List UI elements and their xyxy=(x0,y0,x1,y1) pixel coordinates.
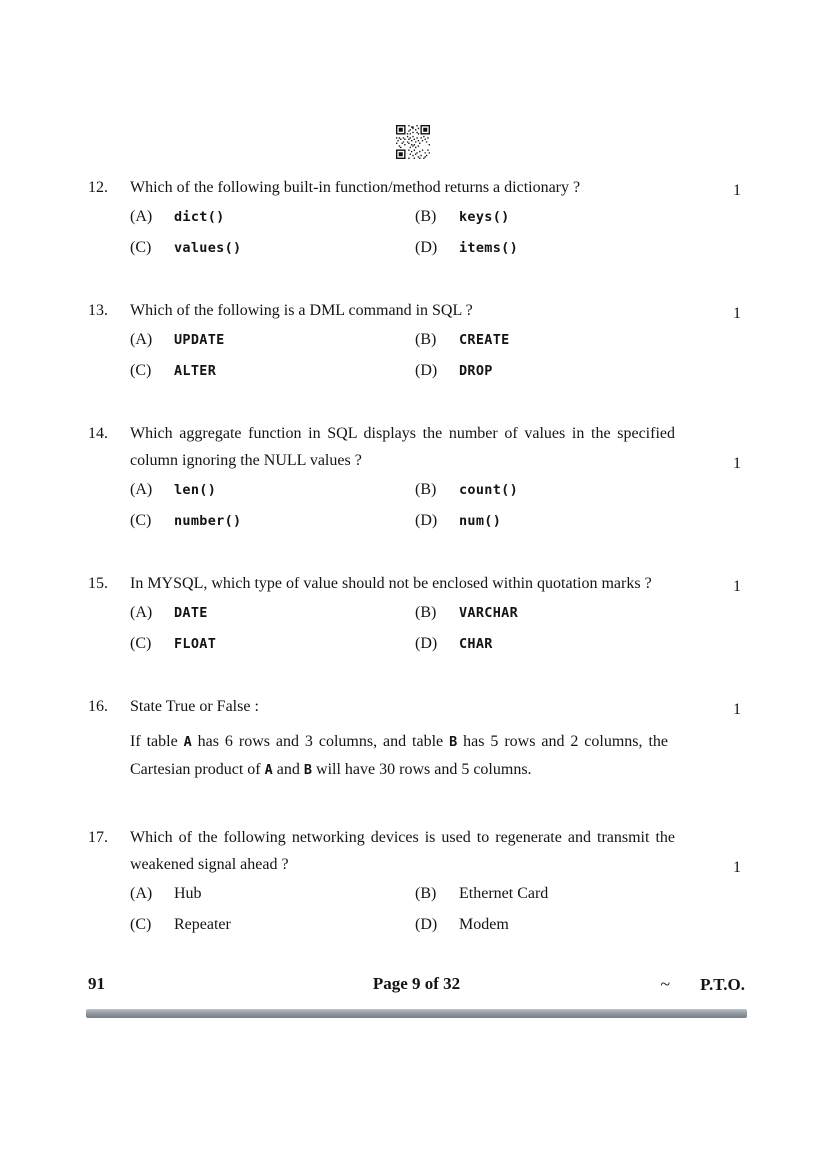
option-label: (C) xyxy=(130,362,152,379)
question-marks: 1 xyxy=(733,305,741,322)
option-text: Ethernet Card xyxy=(459,885,549,902)
option-label: (C) xyxy=(130,916,152,933)
option-label: (A) xyxy=(130,604,153,621)
option-label: (C) xyxy=(130,239,152,256)
option-a xyxy=(130,481,415,499)
question-text: Which of the following built-in function/method returns a dictionary ? xyxy=(130,179,581,196)
option-text: FLOAT xyxy=(174,636,217,652)
option-label: (A) xyxy=(130,208,153,225)
table-b-label: B xyxy=(303,762,313,778)
option-label: (B) xyxy=(415,208,437,225)
option-d xyxy=(415,239,745,257)
option-label: (B) xyxy=(415,481,437,498)
option-c xyxy=(130,362,415,380)
option-text: DROP xyxy=(459,363,493,379)
option-text: items() xyxy=(459,240,518,256)
option-label: (D) xyxy=(415,362,438,379)
option-c xyxy=(130,239,415,257)
qr-code-container xyxy=(80,124,745,164)
option-c xyxy=(130,512,415,530)
question-text: State True or False : xyxy=(130,698,259,715)
page-number: Page 9 of 32 xyxy=(372,974,461,993)
option-text: Modem xyxy=(459,916,509,933)
option-label: (D) xyxy=(415,512,438,529)
table-a-label: A xyxy=(264,762,273,778)
table-b-label: B xyxy=(449,734,458,750)
option-text: DATE xyxy=(174,605,208,621)
options-grid xyxy=(130,604,745,653)
option-a xyxy=(130,604,415,622)
option-label: (A) xyxy=(130,481,153,498)
question-14 xyxy=(88,420,745,530)
option-d xyxy=(415,916,745,934)
question-marks: 1 xyxy=(733,455,741,472)
question-number: 17. xyxy=(88,829,108,846)
option-a xyxy=(130,885,415,903)
qr-code-icon xyxy=(396,124,430,160)
question-number: 14. xyxy=(88,425,108,442)
option-text: dict() xyxy=(174,209,225,225)
page-footer xyxy=(88,974,745,996)
body-text-segment: has 6 rows and 3 columns, and table xyxy=(191,733,450,750)
question-body xyxy=(130,728,668,784)
question-number: 16. xyxy=(88,698,108,715)
tilde-mark: ~ xyxy=(660,974,671,994)
option-d xyxy=(415,362,745,380)
options-grid xyxy=(130,331,745,380)
option-text: CHAR xyxy=(459,636,493,652)
option-text: Hub xyxy=(174,885,202,902)
options-grid xyxy=(130,481,745,530)
option-label: (C) xyxy=(130,512,152,529)
option-label: (B) xyxy=(415,604,437,621)
options-grid xyxy=(130,885,745,934)
option-text: VARCHAR xyxy=(459,605,518,621)
option-a xyxy=(130,208,415,226)
option-label: (B) xyxy=(415,331,437,348)
option-d xyxy=(415,512,745,530)
option-b xyxy=(415,481,745,499)
option-label: (D) xyxy=(415,916,438,933)
body-text-segment: If table xyxy=(130,733,184,750)
bottom-rule xyxy=(86,1009,747,1018)
question-number: 13. xyxy=(88,302,108,319)
option-text: num() xyxy=(459,513,502,529)
body-text-segment: will have 30 rows and 5 columns. xyxy=(312,761,532,778)
body-text-segment: has 5 rows and 2 columns, the Cartesian product of xyxy=(130,733,669,778)
option-c xyxy=(130,635,415,653)
question-15 xyxy=(88,570,745,653)
footer-right-group xyxy=(660,974,745,995)
question-12 xyxy=(88,174,745,257)
option-label: (B) xyxy=(415,885,437,902)
pto-label: P.T.O. xyxy=(700,975,745,994)
option-text: Repeater xyxy=(174,916,231,933)
option-text: UPDATE xyxy=(174,332,225,348)
question-13 xyxy=(88,297,745,380)
body-text-segment: and xyxy=(272,761,304,778)
option-c xyxy=(130,916,415,934)
question-text: Which of the following is a DML command in SQL ? xyxy=(130,302,473,319)
option-text: CREATE xyxy=(459,332,510,348)
question-marks: 1 xyxy=(733,578,741,595)
option-a xyxy=(130,331,415,349)
question-17 xyxy=(88,824,745,934)
question-number: 15. xyxy=(88,575,108,592)
option-text: count() xyxy=(459,482,518,498)
option-label: (D) xyxy=(415,635,438,652)
question-marks: 1 xyxy=(733,182,741,199)
option-b xyxy=(415,208,745,226)
option-label: (C) xyxy=(130,635,152,652)
option-label: (A) xyxy=(130,331,153,348)
table-a-label: A xyxy=(183,734,192,750)
options-grid xyxy=(130,208,745,257)
question-marks: 1 xyxy=(733,859,741,876)
question-16 xyxy=(88,693,745,784)
option-text: keys() xyxy=(459,209,510,225)
option-b xyxy=(415,331,745,349)
question-text: Which of the following networking devices is used to regenerate and transmit the weakened signal ahead ? xyxy=(130,829,675,873)
question-number: 12. xyxy=(88,179,108,196)
option-b xyxy=(415,885,745,903)
option-b xyxy=(415,604,745,622)
option-label: (A) xyxy=(130,885,153,902)
option-d xyxy=(415,635,745,653)
question-text: In MYSQL, which type of value should not be enclosed within quotation marks ? xyxy=(130,575,652,592)
option-text: number() xyxy=(174,513,242,529)
paper-code: 91 xyxy=(88,974,105,993)
question-text: Which aggregate function in SQL displays the number of values in the specified column ignoring the NULL values ? xyxy=(130,425,675,469)
option-text: ALTER xyxy=(174,363,217,379)
option-text: values() xyxy=(174,240,242,256)
option-text: len() xyxy=(174,482,217,498)
question-marks: 1 xyxy=(733,701,741,718)
option-label: (D) xyxy=(415,239,438,256)
